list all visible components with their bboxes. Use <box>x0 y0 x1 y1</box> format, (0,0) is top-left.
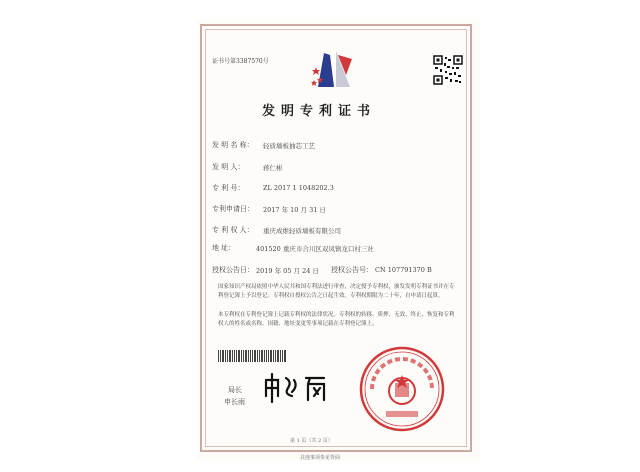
certificate-paragraph-1: 国家知识产权局依照中华人民共和国专利法进行审查，决定授予专利权，颁发发明专利证书并在专利登记簿上予以登记。专利权自授权公告之日起生效。专利权期限为二十年，自申请日起算。 <box>218 284 455 299</box>
field-label-grant-number: 授权公告号： <box>331 266 373 274</box>
field-label-address: 地 址： <box>212 244 236 252</box>
field-label-filing-date: 专利申请日： <box>212 205 254 213</box>
field-value-address: 401520 重庆市合川区双凤镇龙口村三社 <box>256 245 374 253</box>
field-value-filing-date: 2017 年 10 月 31 日 <box>263 206 326 214</box>
field-value-patent-number: ZL 2017 1 1048202.3 <box>263 184 334 192</box>
footer-note: 其他事项参见背面 <box>300 455 341 461</box>
signature-icon <box>262 370 332 404</box>
barcode-icon <box>218 350 288 362</box>
director-title: 局长 <box>228 386 242 394</box>
certificate-title: 发明专利证书 <box>262 104 377 119</box>
director-name: 申长雨 <box>224 398 245 406</box>
field-label-invention-name: 发 明 名 称： <box>212 141 254 149</box>
field-label-grant-date: 授权公告日： <box>212 266 254 274</box>
field-value-inventor: 蒋仁彬 <box>263 164 283 172</box>
page-marker: 第 1 页（共 2 页） <box>290 438 333 444</box>
field-label-inventor: 发 明 人： <box>212 163 245 171</box>
field-label-patentee: 专 利 权 人： <box>212 226 254 234</box>
field-label-patent-number: 专 利 号： <box>212 184 245 192</box>
field-value-invention-name: 轻质墙板抽芯工艺 <box>263 142 315 150</box>
qr-code-icon <box>433 55 463 85</box>
certificate-paragraph-2: 本专利权在专利登记簿上记载专利权的法律状况。专利权的转移、质押、无效、终止、恢复和专利权人的姓名或名称、国籍、地址变更等事项记载在专利登记簿上。 <box>218 312 455 327</box>
field-value-grant-date: 2019 年 05 月 24 日 <box>256 267 319 275</box>
field-value-patentee: 重庆成维轻质墙板有限公司 <box>263 227 341 235</box>
field-value-grant-number: CN 107791370 B <box>375 266 432 274</box>
official-seal-icon <box>358 345 446 433</box>
patent-emblem-icon <box>310 45 358 93</box>
certificate-number: 证书号第3387570号 <box>212 58 269 65</box>
